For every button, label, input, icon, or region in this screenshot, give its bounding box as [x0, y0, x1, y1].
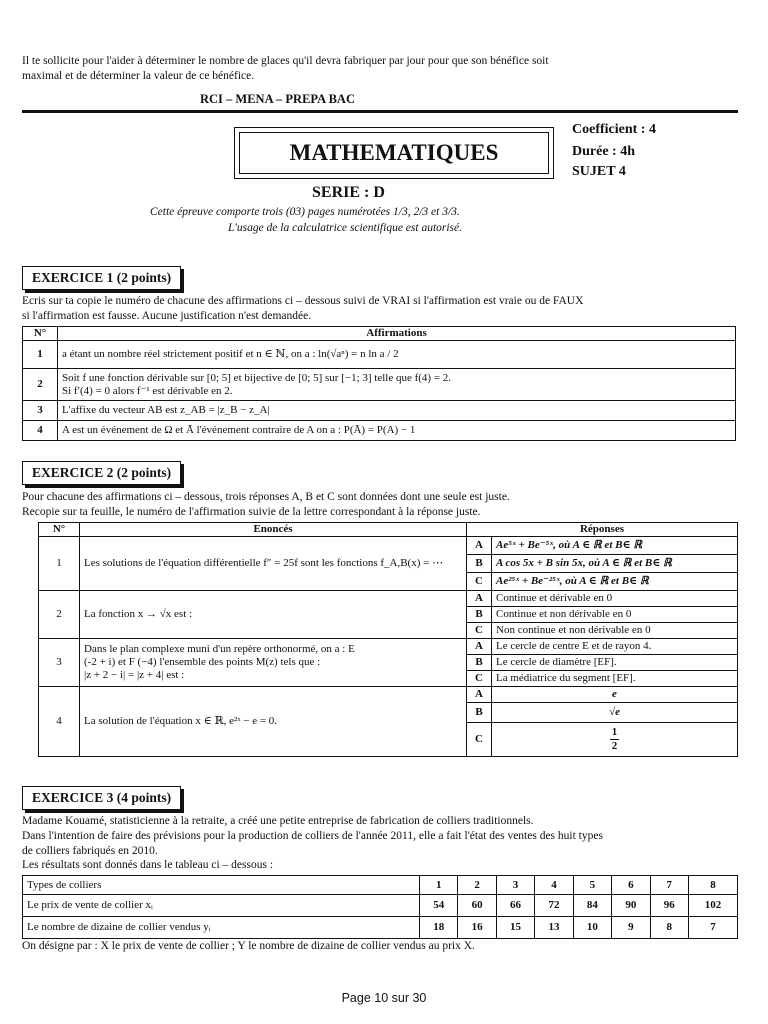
- table-cell: 9: [612, 917, 650, 939]
- row-number: 2: [23, 369, 58, 401]
- choice-letter: C: [467, 623, 492, 639]
- choice-text: Ae⁵ˣ + Be⁻⁵ˣ, où A ∈ ℝ et B∈ ℝ: [492, 537, 738, 555]
- ex1-table: [22, 326, 736, 441]
- table-cell: 8: [650, 917, 688, 939]
- choice-text: La médiatrice du segment [EF].: [492, 671, 738, 687]
- rci-header: RCI – MENA – PREPA BAC: [200, 92, 355, 106]
- ex1-instruction-1: Ecris sur ta copie le numéro de chacune des affirmations ci – dessous suivi de VRAI si l'affirmation est vraie ou de FAUX: [22, 295, 584, 307]
- row-number: 3: [23, 401, 58, 421]
- table-cell: 18: [420, 917, 458, 939]
- choice-letter: B: [467, 555, 492, 573]
- table-cell: 1: [420, 876, 458, 895]
- serie: SERIE : D: [312, 184, 385, 201]
- table-row: [39, 591, 738, 607]
- choice-letter: A: [467, 687, 492, 703]
- table-cell: 4: [535, 876, 573, 895]
- exercice-1-title: EXERCICE 1 (2 points): [22, 266, 181, 290]
- affirmation-text-2: Si f′(4) = 0 alors f⁻¹ est dérivable en 2.: [62, 384, 233, 397]
- choice-text: Le cercle de centre E et de rayon 4.: [492, 639, 738, 655]
- ex3-paragraph-2: Dans l'intention de faire des prévisions pour la production de colliers de l'année 2011, elle a fait l'état des ventes des huit types: [22, 830, 603, 842]
- affirmation-text: Soit f une fonction dérivable sur [0; 5] et bijective de [0; 5] sur [−1; 3] telle que f(4) = 2.: [62, 371, 452, 384]
- choice-letter: A: [467, 591, 492, 607]
- table-row: [23, 895, 738, 917]
- sujet: SUJET 4: [572, 164, 626, 179]
- ex3-footer-note: On désigne par : X le prix de vente de collier ; Y le nombre de dizaine de collier vendus au prix X.: [22, 940, 475, 952]
- question-text: Dans le plan complexe muni d'un repère orthonormé, on a : E: [84, 643, 355, 655]
- table-row: [39, 639, 738, 655]
- question-number: 2: [39, 591, 80, 639]
- row-label: Le prix de vente de collier xᵢ: [23, 895, 420, 917]
- ex3-paragraph-3: de colliers fabriqués en 2010.: [22, 845, 158, 857]
- row-label: Types de colliers: [23, 876, 420, 895]
- affirmation-text: a étant un nombre réel strictement positif et n ∈ ℕ, on a : ln(√aⁿ) = n ln a / 2: [58, 341, 736, 369]
- choice-letter: A: [467, 537, 492, 555]
- fraction-denominator: 2: [611, 740, 618, 752]
- duree: Durée : 4h: [572, 144, 635, 159]
- choice-letter: A: [467, 639, 492, 655]
- ex3-paragraph-1: Madame Kouamé, statisticienne à la retraite, a créé une petite entreprise de fabrication de colliers traditionnels.: [22, 815, 534, 827]
- ex3-table: [22, 875, 738, 939]
- table-cell: 66: [496, 895, 534, 917]
- ex2-col-no: N°: [39, 523, 80, 537]
- row-label: Le nombre de dizaine de collier vendus yᵢ: [23, 917, 420, 939]
- subject-title: MATHEMATIQUES: [239, 132, 549, 174]
- table-cell: 90: [612, 895, 650, 917]
- table-row: [39, 687, 738, 703]
- table-cell: 10: [573, 917, 611, 939]
- table-cell: 6: [612, 876, 650, 895]
- intro-line-2: maximal et de déterminer la valeur de ce bénéfice.: [22, 70, 255, 82]
- ex2-col-enonces: Enoncés: [80, 523, 467, 537]
- choice-text: Non continue et non dérivable en 0: [492, 623, 738, 639]
- ex1-instruction-2: si l'affirmation est fausse. Aucune justification n'est demandée.: [22, 310, 312, 322]
- exercice-2-title: EXERCICE 2 (2 points): [22, 461, 181, 485]
- row-number: 1: [23, 341, 58, 369]
- ex3-paragraph-4: Les résultats sont donnés dans le tableau ci – dessous :: [22, 859, 274, 871]
- choice-letter: B: [467, 703, 492, 723]
- ex2-instruction-1: Pour chacune des affirmations ci – dessous, trois réponses A, B et C sont données dont une seule est juste.: [22, 491, 510, 503]
- table-cell: 7: [650, 876, 688, 895]
- question-text: (-2 + i) et F (−4) l'ensemble des points M(z) tels que :: [84, 656, 321, 668]
- table-row: [23, 421, 736, 441]
- choice-letter: B: [467, 655, 492, 671]
- table-cell: 7: [688, 917, 737, 939]
- question-number: 3: [39, 639, 80, 687]
- table-row: [23, 876, 738, 895]
- question-text: Les solutions de l'équation différentielle f″ = 25f sont les fonctions f_A,B(x) = ⋯: [80, 537, 467, 591]
- intro-line-1: Il te sollicite pour l'aider à déterminer le nombre de glaces qu'il devra fabriquer par jour pour que son bénéfice soit: [22, 55, 549, 67]
- choice-letter: C: [467, 723, 492, 757]
- question-text: |z + 2 − i| = |z + 4| est :: [84, 669, 185, 681]
- coefficient: Coefficient : 4: [572, 122, 656, 137]
- table-cell: 16: [458, 917, 496, 939]
- table-row: [23, 341, 736, 369]
- choice-text: e: [492, 687, 738, 703]
- ex2-col-reponses: Réponses: [467, 523, 738, 537]
- table-cell: 54: [420, 895, 458, 917]
- question-text: La fonction x → √x est :: [80, 591, 467, 639]
- question-number: 1: [39, 537, 80, 591]
- page-number: Page 10 sur 30: [341, 991, 427, 1005]
- table-cell: 8: [688, 876, 737, 895]
- subject-frame: [234, 127, 554, 179]
- table-cell: 96: [650, 895, 688, 917]
- table-cell: 72: [535, 895, 573, 917]
- table-cell: 15: [496, 917, 534, 939]
- choice-text: Continue et non dérivable en 0: [492, 607, 738, 623]
- choice-text: √e: [492, 703, 738, 723]
- table-row: [23, 917, 738, 939]
- table-cell: 3: [496, 876, 534, 895]
- table-cell: 102: [688, 895, 737, 917]
- table-row: [23, 369, 736, 401]
- question-text: La solution de l'équation x ∈ ℝ, e²ˣ − e = 0.: [80, 687, 467, 757]
- ex2-instruction-2: Recopie sur ta feuille, le numéro de l'affirmation suivie de la lettre correspondant à la réponse juste.: [22, 506, 481, 518]
- table-cell: 5: [573, 876, 611, 895]
- choice-text: Ae²⁵ˣ + Be⁻²⁵ˣ, où A ∈ ℝ et B∈ ℝ: [492, 573, 738, 591]
- table-row: [23, 401, 736, 421]
- choice-text: A cos 5x + B sin 5x, où A ∈ ℝ et B∈ ℝ: [492, 555, 738, 573]
- choice-text: Continue et dérivable en 0: [492, 591, 738, 607]
- choice-letter: B: [467, 607, 492, 623]
- question-number: 4: [39, 687, 80, 757]
- choice-letter: C: [467, 671, 492, 687]
- exercice-3-title: EXERCICE 3 (4 points): [22, 786, 181, 810]
- table-cell: 13: [535, 917, 573, 939]
- affirmation-text: A est un événement de Ω et Ā l'événement contraire de A on a : P(Ā) = P(A) − 1: [58, 421, 736, 441]
- choice-letter: C: [467, 573, 492, 591]
- affirmation-text: L'affixe du vecteur AB est z_AB = |z_B − z_A|: [58, 401, 736, 421]
- table-row: [39, 537, 738, 555]
- header-rule: [22, 110, 738, 113]
- choice-text: Le cercle de diamètre [EF].: [492, 655, 738, 671]
- ex1-col-affirmations: Affirmations: [58, 327, 736, 341]
- table-cell: 60: [458, 895, 496, 917]
- fraction-numerator: 1: [611, 726, 618, 738]
- ex2-table: [38, 522, 738, 757]
- row-number: 4: [23, 421, 58, 441]
- exam-note-2: L'usage de la calculatrice scientifique est autorisé.: [228, 222, 463, 234]
- exam-note-1: Cette épreuve comporte trois (03) pages numérotées 1/3, 2/3 et 3/3.: [150, 206, 460, 218]
- table-cell: 84: [573, 895, 611, 917]
- table-cell: 2: [458, 876, 496, 895]
- ex1-col-no: N°: [23, 327, 58, 341]
